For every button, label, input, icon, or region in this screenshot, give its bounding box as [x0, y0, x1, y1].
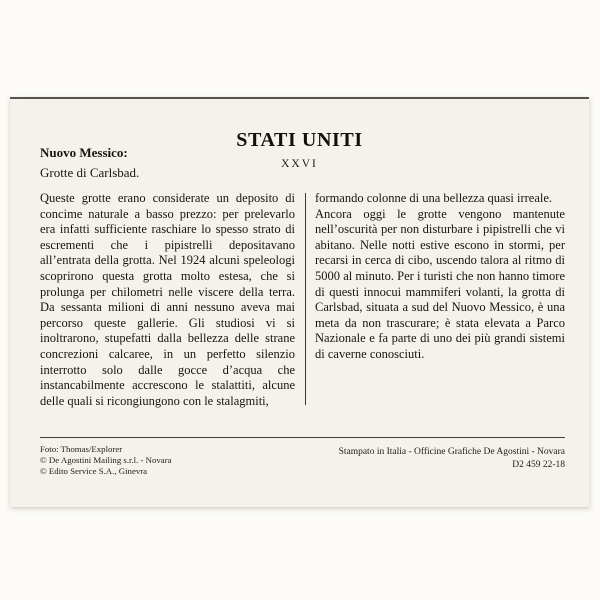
print-code: D2 459 22-18: [512, 459, 565, 470]
collector-card: [10, 97, 589, 507]
article-left-column: [40, 191, 295, 409]
article-paragraph: Queste grotte erano considerate un deposito di concime naturale a basso prezzo: per prelevarlo era infatti sufficiente raschiare lo spesso strato di escrementi che i pipistrelli depositavano all’entrata della grotta. Nel 1924 alcuni speleologi scoprirono questa grotta molto estesa, che si prolunga per chilometri nelle viscere della terra. Da sessanta milioni di anni nessuno aveva mai percorso queste gallerie. Gli studiosi vi si inoltrarono, stupefatti dalla bellezza delle strane concrezioni calcaree, in un perfetto silenzio interrotto solo dalle gocce d’acqua che instancabilmente accrescono le stalattiti, alcune delle quali si ricongiungono con le stalagmiti,: [40, 191, 295, 408]
printed-in-line: Stampato in Italia - Officine Grafiche De Agostini - Novara: [338, 447, 565, 457]
print-info-block: [339, 444, 565, 471]
credit-line-copyright-2: © Edito Service S.A., Ginevra: [40, 466, 148, 476]
article-paragraph: formando colonne di una bellezza quasi irreale.: [315, 191, 553, 205]
article-columns: [40, 191, 565, 409]
article-right-column: [315, 191, 565, 409]
article-paragraph: Ancora oggi le grotte vengono mantenute nell’oscurità per non disturbare i pipistrelli che vi abitano. Nelle notti estive escono in stormi, per recarsi in cerca di cibo, uscendo talora al ritmo di 5000 al minuto. Per i turisti che non hanno timore di questi innocui mammiferi volanti, la grotta di Carlsbad, situata a sud del Nuovo Messico, è una meta da non trascurare; è stata elevata a Parco Nazionale e fa parte di uno dei più grandi sistemi di caverne conosciuti.: [315, 206, 565, 361]
credit-line-copyright-1: © De Agostini Mailing s.r.l. - Novara: [40, 455, 172, 465]
series-numeral: XXVI: [281, 158, 318, 170]
region-block: [40, 143, 139, 183]
page-title: STATI UNITI: [236, 129, 363, 151]
column-divider: [305, 193, 306, 405]
credits-block: [40, 444, 172, 477]
region-title: Nuovo Messico:: [40, 145, 128, 160]
region-subject: Grotte di Carlsbad.: [40, 165, 140, 180]
credit-line-photo: Foto: Thomas/Explorer: [40, 444, 123, 454]
footer-rule: [40, 437, 565, 438]
card-footer: [40, 444, 565, 477]
